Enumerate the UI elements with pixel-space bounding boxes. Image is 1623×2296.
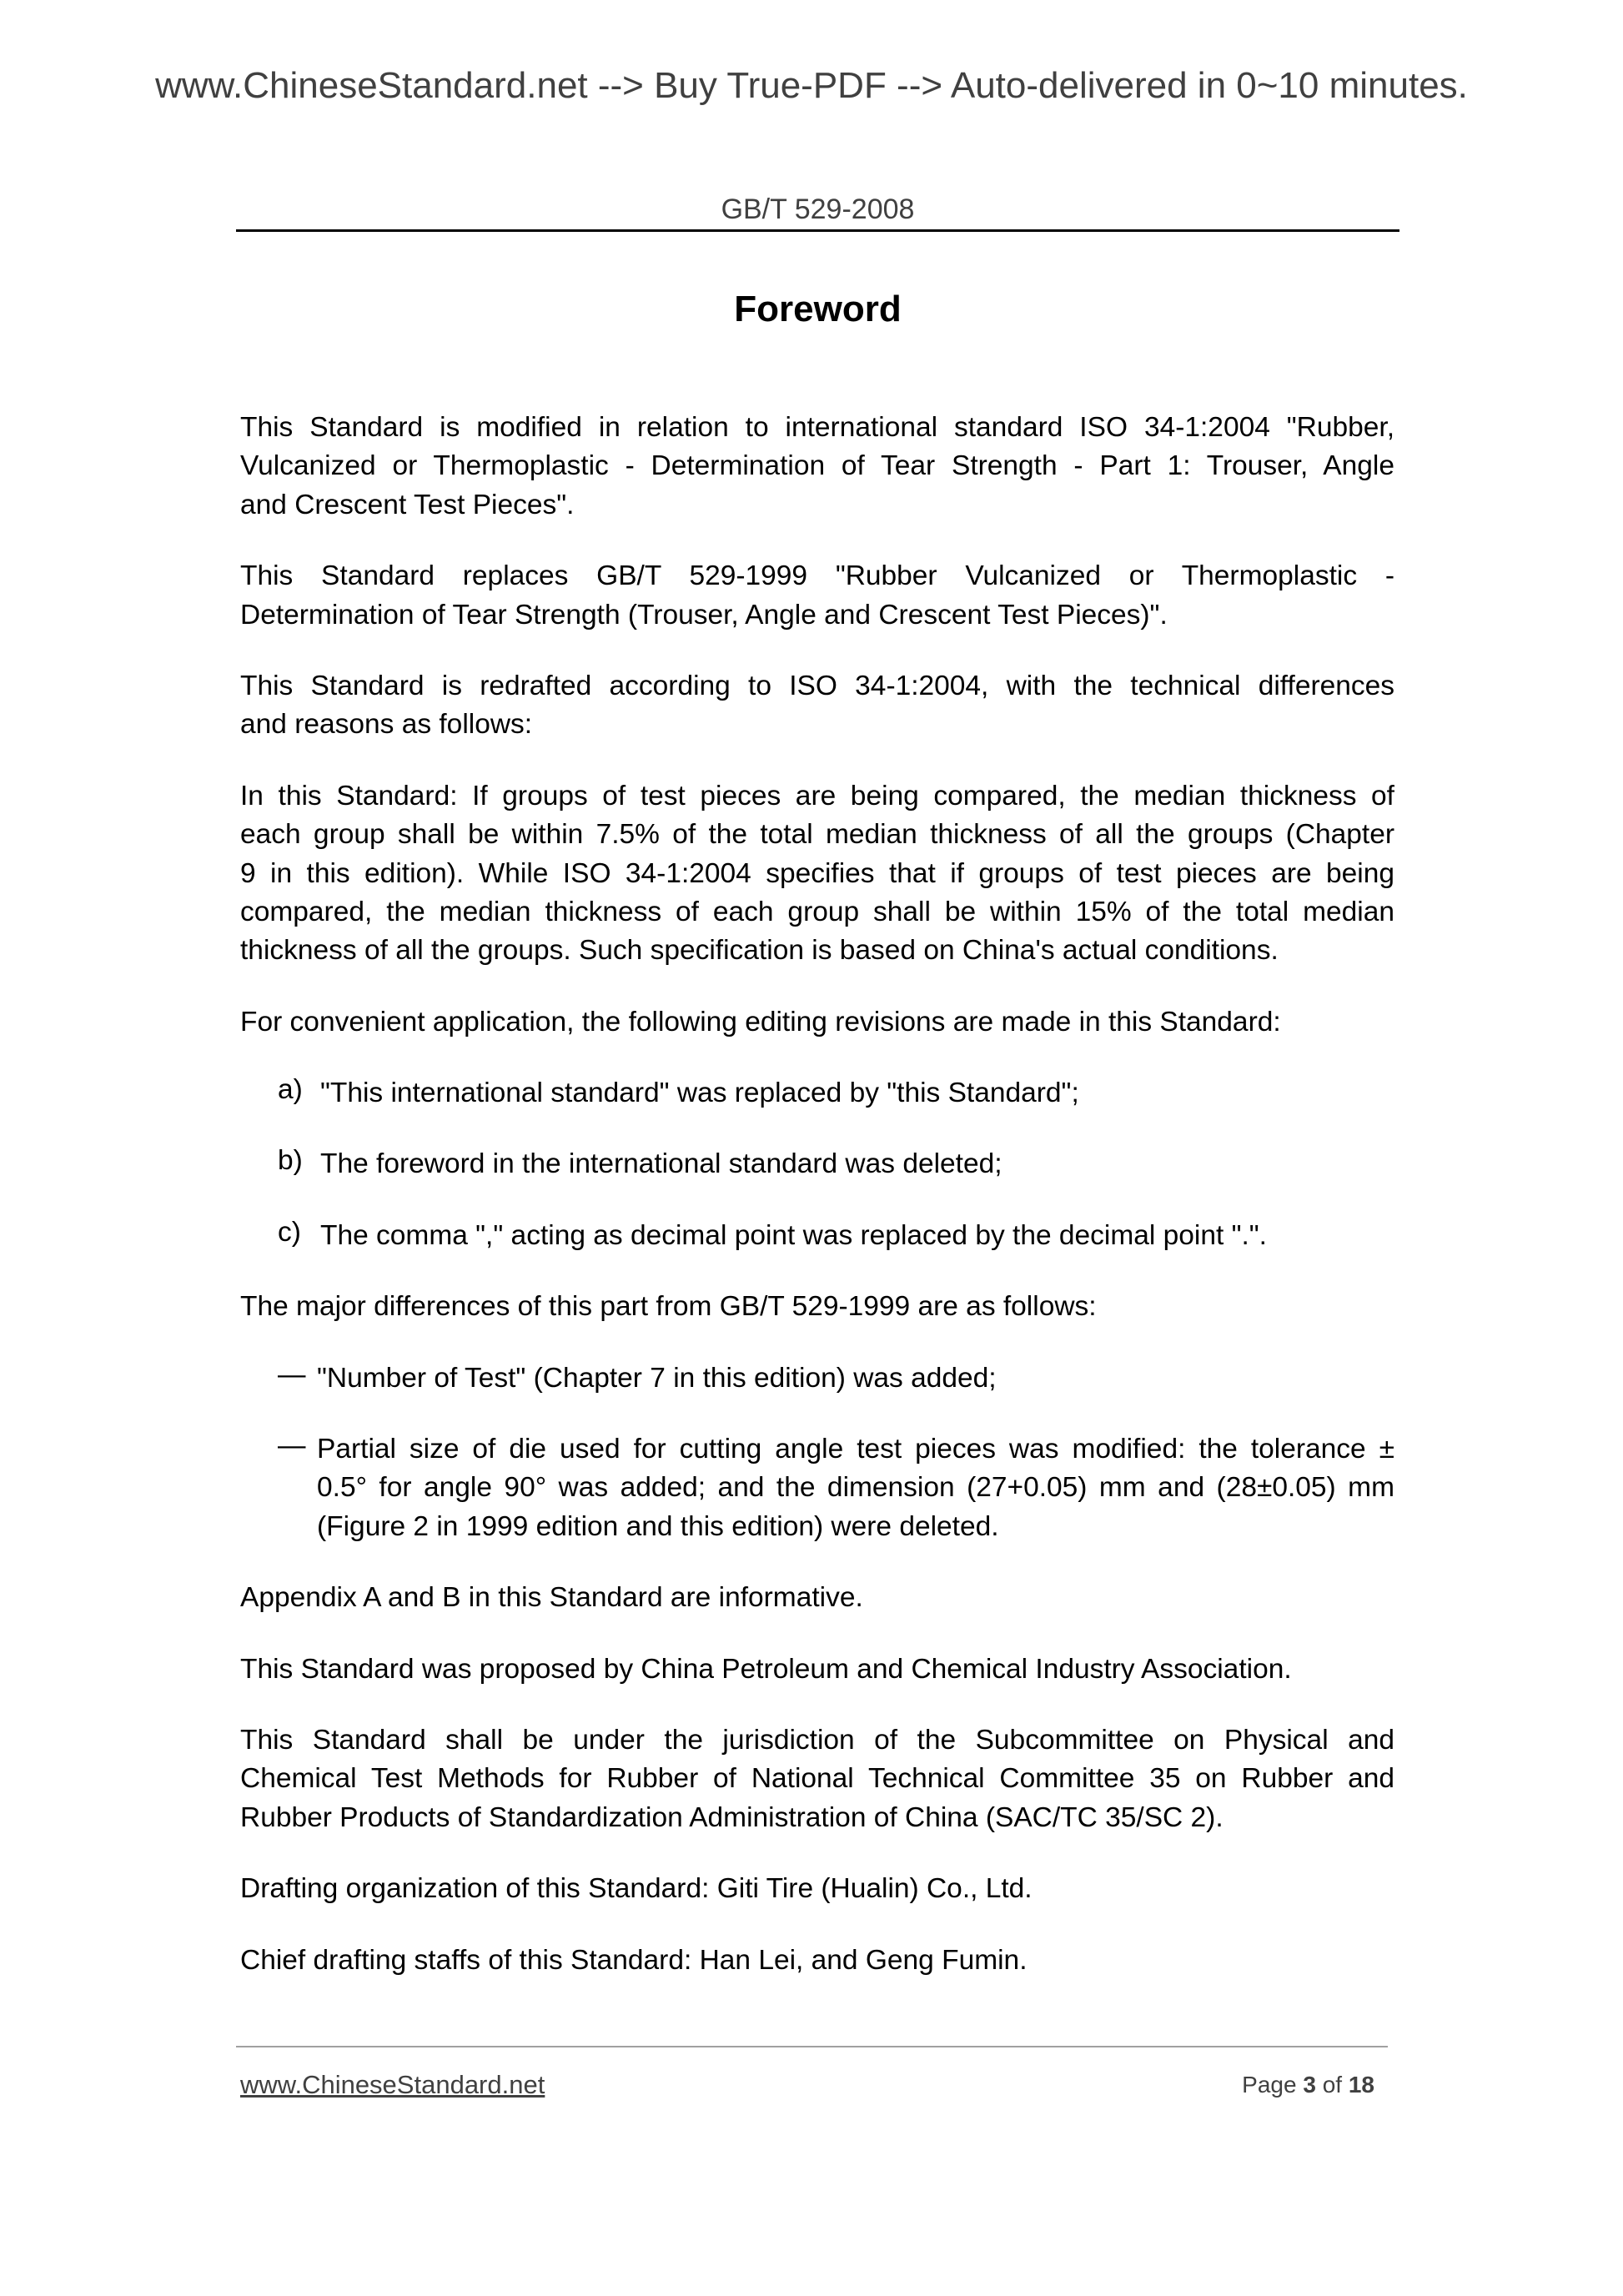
text-line: Chemical Test Methods for Rubber of National Technical Committee 35 on Rubber and — [240, 1763, 1394, 1795]
text-line: (Figure 2 in 1999 edition and this edition) were deleted. — [317, 1510, 999, 1542]
list-marker: — — [278, 1430, 306, 1462]
list-marker: a) — [278, 1074, 303, 1106]
paragraph — [240, 1650, 1394, 1689]
text-line: compared, the median thickness of each group shall be within 15% of the total median — [240, 896, 1394, 927]
of-label: of — [1322, 2072, 1343, 2098]
text-line: The major differences of this part from GB/T 529-1999 are as follows: — [240, 1291, 1097, 1323]
text-line: This Standard is modified in relation to international standard ISO 34-1:2004 "Rubber, — [240, 412, 1394, 443]
revision-item — [240, 1217, 1394, 1255]
text-line: and Crescent Test Pieces". — [240, 489, 575, 520]
text-line: This Standard was proposed by China Petroleum and Chemical Industry Association. — [240, 1653, 1292, 1685]
text-line: In this Standard: If groups of test pieces are being compared, the median thickness of — [240, 780, 1394, 811]
paragraph — [240, 1721, 1394, 1837]
text-line: Partial size of die used for cutting angle test pieces was modified: the tolerance ± — [317, 1434, 1394, 1465]
paragraph — [240, 1288, 1394, 1326]
paragraph — [240, 409, 1394, 525]
paragraph — [240, 557, 1394, 635]
text-line: This Standard is redrafted according to ISO 34-1:2004, with the technical differences — [240, 670, 1394, 701]
list-text — [317, 1430, 1394, 1546]
text-line: This Standard replaces GB/T 529-1999 "Rubber Vulcanized or Thermoplastic - — [240, 560, 1394, 592]
footer-website-link[interactable]: www.ChineseStandard.net — [240, 2070, 545, 2099]
text-line: This Standard shall be under the jurisdiction of the Subcommittee on Physical and — [240, 1724, 1394, 1756]
list-text: The foreword in the international standard was deleted; — [320, 1148, 1002, 1180]
text-line: Drafting organization of this Standard: Giti Tire (Hualin) Co., Ltd. — [240, 1873, 1033, 1905]
revision-item — [240, 1145, 1394, 1183]
difference-item — [240, 1359, 1394, 1398]
header-rule — [236, 229, 1399, 232]
promo-banner: www.ChineseStandard.net --> Buy True-PDF --> Auto-delivered in 0~10 minutes. — [155, 65, 1468, 106]
list-text: "This international standard" was replaced by "this Standard"; — [320, 1078, 1079, 1109]
foreword-body — [240, 409, 1394, 2012]
text-line: thickness of all the groups. Such specification is based on China's actual conditions. — [240, 935, 1279, 967]
text-line: each group shall be within 7.5% of the total median thickness of all the groups (Chapter — [240, 819, 1394, 851]
page-label: Page — [1242, 2072, 1297, 2098]
text-line: 9 in this edition). While ISO 34-1:2004 specifies that if groups of test pieces are being — [240, 857, 1394, 889]
list-marker: c) — [278, 1216, 301, 1248]
current-page: 3 — [1303, 2072, 1316, 2098]
footer-rule — [236, 2046, 1388, 2047]
document-code-header: GB/T 529-2008 — [721, 193, 915, 225]
page-number — [1242, 2072, 1374, 2098]
difference-item — [240, 1430, 1394, 1546]
text-line: Vulcanized or Thermoplastic - Determination of Tear Strength - Part 1: Trouser, Angle — [240, 450, 1394, 482]
text-line: Appendix A and B in this Standard are informative. — [240, 1582, 863, 1614]
paragraph — [240, 1870, 1394, 1908]
page-title: Foreword — [734, 289, 902, 329]
total-pages: 18 — [1348, 2072, 1374, 2098]
paragraph — [240, 667, 1394, 745]
paragraph — [240, 1942, 1394, 1980]
list-text: The comma "," acting as decimal point was replaced by the decimal point ".". — [320, 1219, 1267, 1251]
paragraph — [240, 1579, 1394, 1617]
list-text — [317, 1359, 1394, 1398]
list-marker: — — [278, 1359, 306, 1390]
text-line: Chief drafting staffs of this Standard: Han Lei, and Geng Fumin. — [240, 1944, 1028, 1976]
text-line: For convenient application, the following editing revisions are made in this Standard: — [240, 1006, 1281, 1037]
revision-item — [240, 1074, 1394, 1113]
text-line: and reasons as follows: — [240, 709, 533, 741]
text-line: 0.5° for angle 90° was added; and the dimension (27+0.05) mm and (28±0.05) mm — [317, 1472, 1394, 1504]
text-line: "Number of Test" (Chapter 7 in this edition) was added; — [317, 1362, 997, 1394]
paragraph — [240, 777, 1394, 971]
text-line: Determination of Tear Strength (Trouser, Angle and Crescent Test Pieces)". — [240, 599, 1168, 631]
text-line: Rubber Products of Standardization Administration of China (SAC/TC 35/SC 2). — [240, 1801, 1224, 1833]
list-marker: b) — [278, 1145, 303, 1177]
paragraph — [240, 1003, 1394, 1042]
